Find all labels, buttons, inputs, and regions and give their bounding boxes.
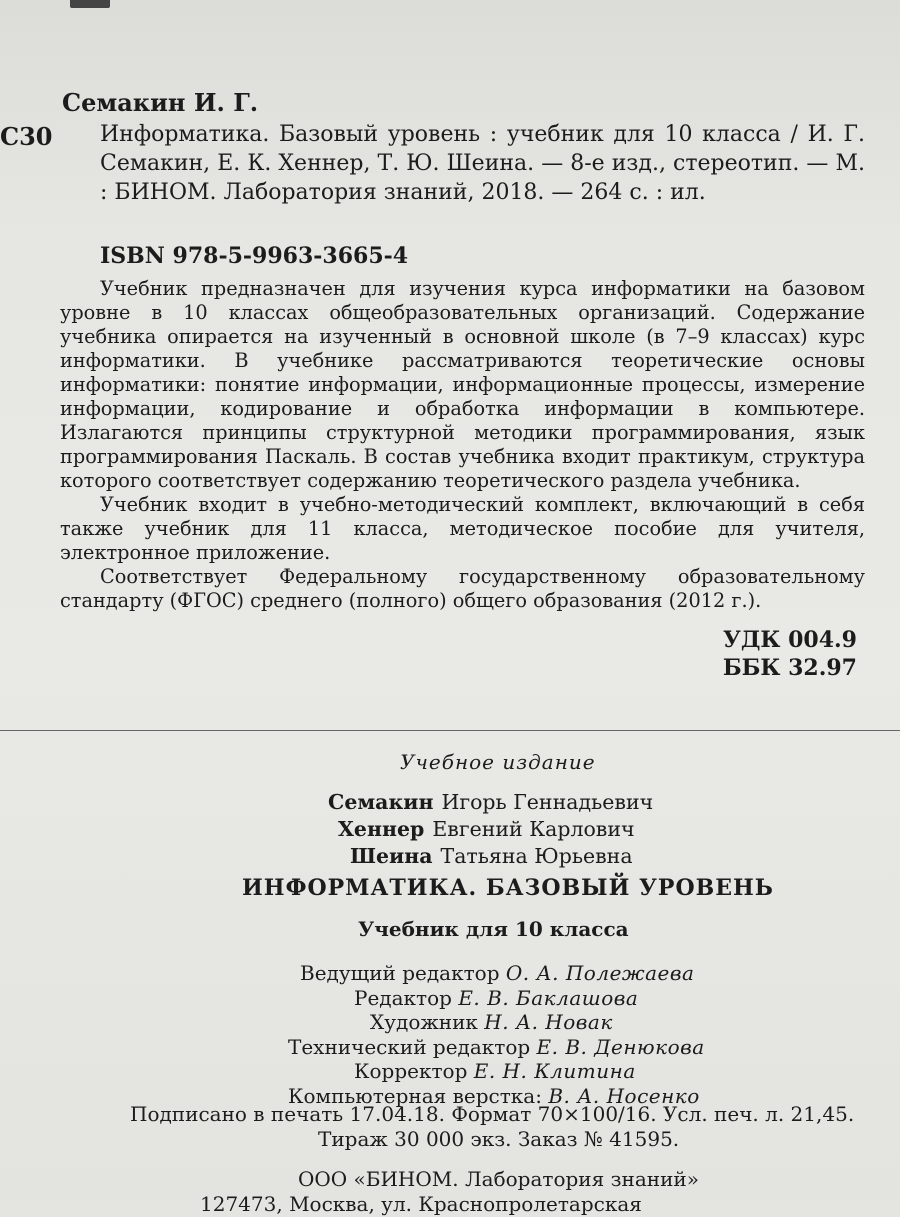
bibliographic-description: Информатика. Базовый уровень : учебник для 10 класса / И. Г. Семакин, Е. К. Хеннер, Т. Ю. Шеина. — 8-е изд., стереотип. — М. : БИНОМ. Лаборатория знаний, 2018. — 264 с. : ил.: [100, 122, 865, 205]
book-subtitle: Учебник для 10 класса: [358, 917, 629, 941]
staff-name: Е. Н. Клитина: [473, 1059, 636, 1083]
author-surname: Семакин: [328, 790, 434, 814]
author-given-name: Игорь Геннадьевич: [441, 790, 654, 814]
staff-role: Технический редактор: [288, 1034, 531, 1059]
catalog-author: Семакин И. Г.: [62, 88, 259, 117]
staff-name: Е. В. Денюкова: [536, 1034, 705, 1059]
author-entry: [338, 816, 635, 843]
staff-role: Художник: [370, 1010, 478, 1034]
author-given-name: Евгений Карлович: [432, 817, 635, 841]
bbk-code: ББК 32.97: [722, 655, 857, 681]
staff-name: Н. А. Новак: [484, 1010, 613, 1034]
publisher-address: 127473, Москва, ул. Краснопролетарская: [200, 1192, 642, 1216]
book-title: ИНФОРМАТИКА. БАЗОВЫЙ УРОВЕНЬ: [242, 875, 774, 901]
udk-code: УДК 004.9: [723, 627, 857, 653]
author-surname: Шеина: [350, 844, 433, 868]
publisher-name: ООО «БИНОМ. Лаборатория знаний»: [298, 1167, 699, 1191]
staff-role: Компьютерная верстка:: [288, 1083, 542, 1108]
catalog-code: С30: [0, 122, 53, 151]
page-number-fragment: [70, 0, 110, 8]
section-divider: [0, 730, 900, 731]
author-given-name: Татьяна Юрьевна: [440, 844, 633, 868]
author-entry: [328, 789, 653, 816]
abstract-paragraph: Учебник входит в учебно-методический комплект, включающий в себя также учебник для 11 класса, методическое пособие для учителя, электронное приложение.: [60, 493, 865, 564]
staff-name: О. А. Полежаева: [505, 961, 695, 985]
staff-role: Редактор: [354, 985, 452, 1010]
staff-role: Ведущий редактор: [300, 961, 500, 985]
abstract-paragraph: Соответствует Федеральному государственному образовательному стандарту (ФГОС) среднего (полного) общего образования (2012 г.).: [60, 565, 865, 612]
staff-role: Корректор: [354, 1059, 468, 1083]
print-signed-line: Подписано в печать 17.04.18. Формат 70×100/16. Усл. печ. л. 21,45.: [130, 1102, 855, 1126]
staff-entry: [370, 1010, 613, 1035]
author-entry: [350, 843, 633, 870]
staff-entry: [354, 986, 638, 1011]
edition-type: Учебное издание: [400, 750, 596, 774]
staff-name: Е. В. Баклашова: [458, 985, 639, 1010]
classification-codes: [723, 626, 857, 682]
abstract-paragraph: Учебник предназначен для изучения курса информатики на базовом уровне в 10 классах общеобразовательных организаций. Содержание учебника опирается на изученный в основной школе (в 7–9 классах) курс информатики. В учебнике рассматриваются теоретические основы информатики: понятие информации, информационные процессы, измерение информации, кодирование и обработка информации в компьютере. Излагаются принципы структурной методики программирования, язык программирования Паскаль. В состав учебника входит практикум, структура которого соответствует содержанию теоретического раздела учебника.: [60, 277, 865, 492]
staff-entry: [300, 961, 694, 986]
staff-name: В. А. Носенко: [548, 1083, 700, 1108]
abstract: [60, 277, 865, 613]
staff-entry: [354, 1059, 636, 1084]
print-run-line: Тираж 30 000 экз. Заказ № 41595.: [318, 1127, 680, 1151]
author-surname: Хеннер: [338, 817, 425, 841]
staff-entry: [288, 1035, 705, 1060]
isbn: ISBN 978-5-9963-3665-4: [100, 243, 409, 269]
